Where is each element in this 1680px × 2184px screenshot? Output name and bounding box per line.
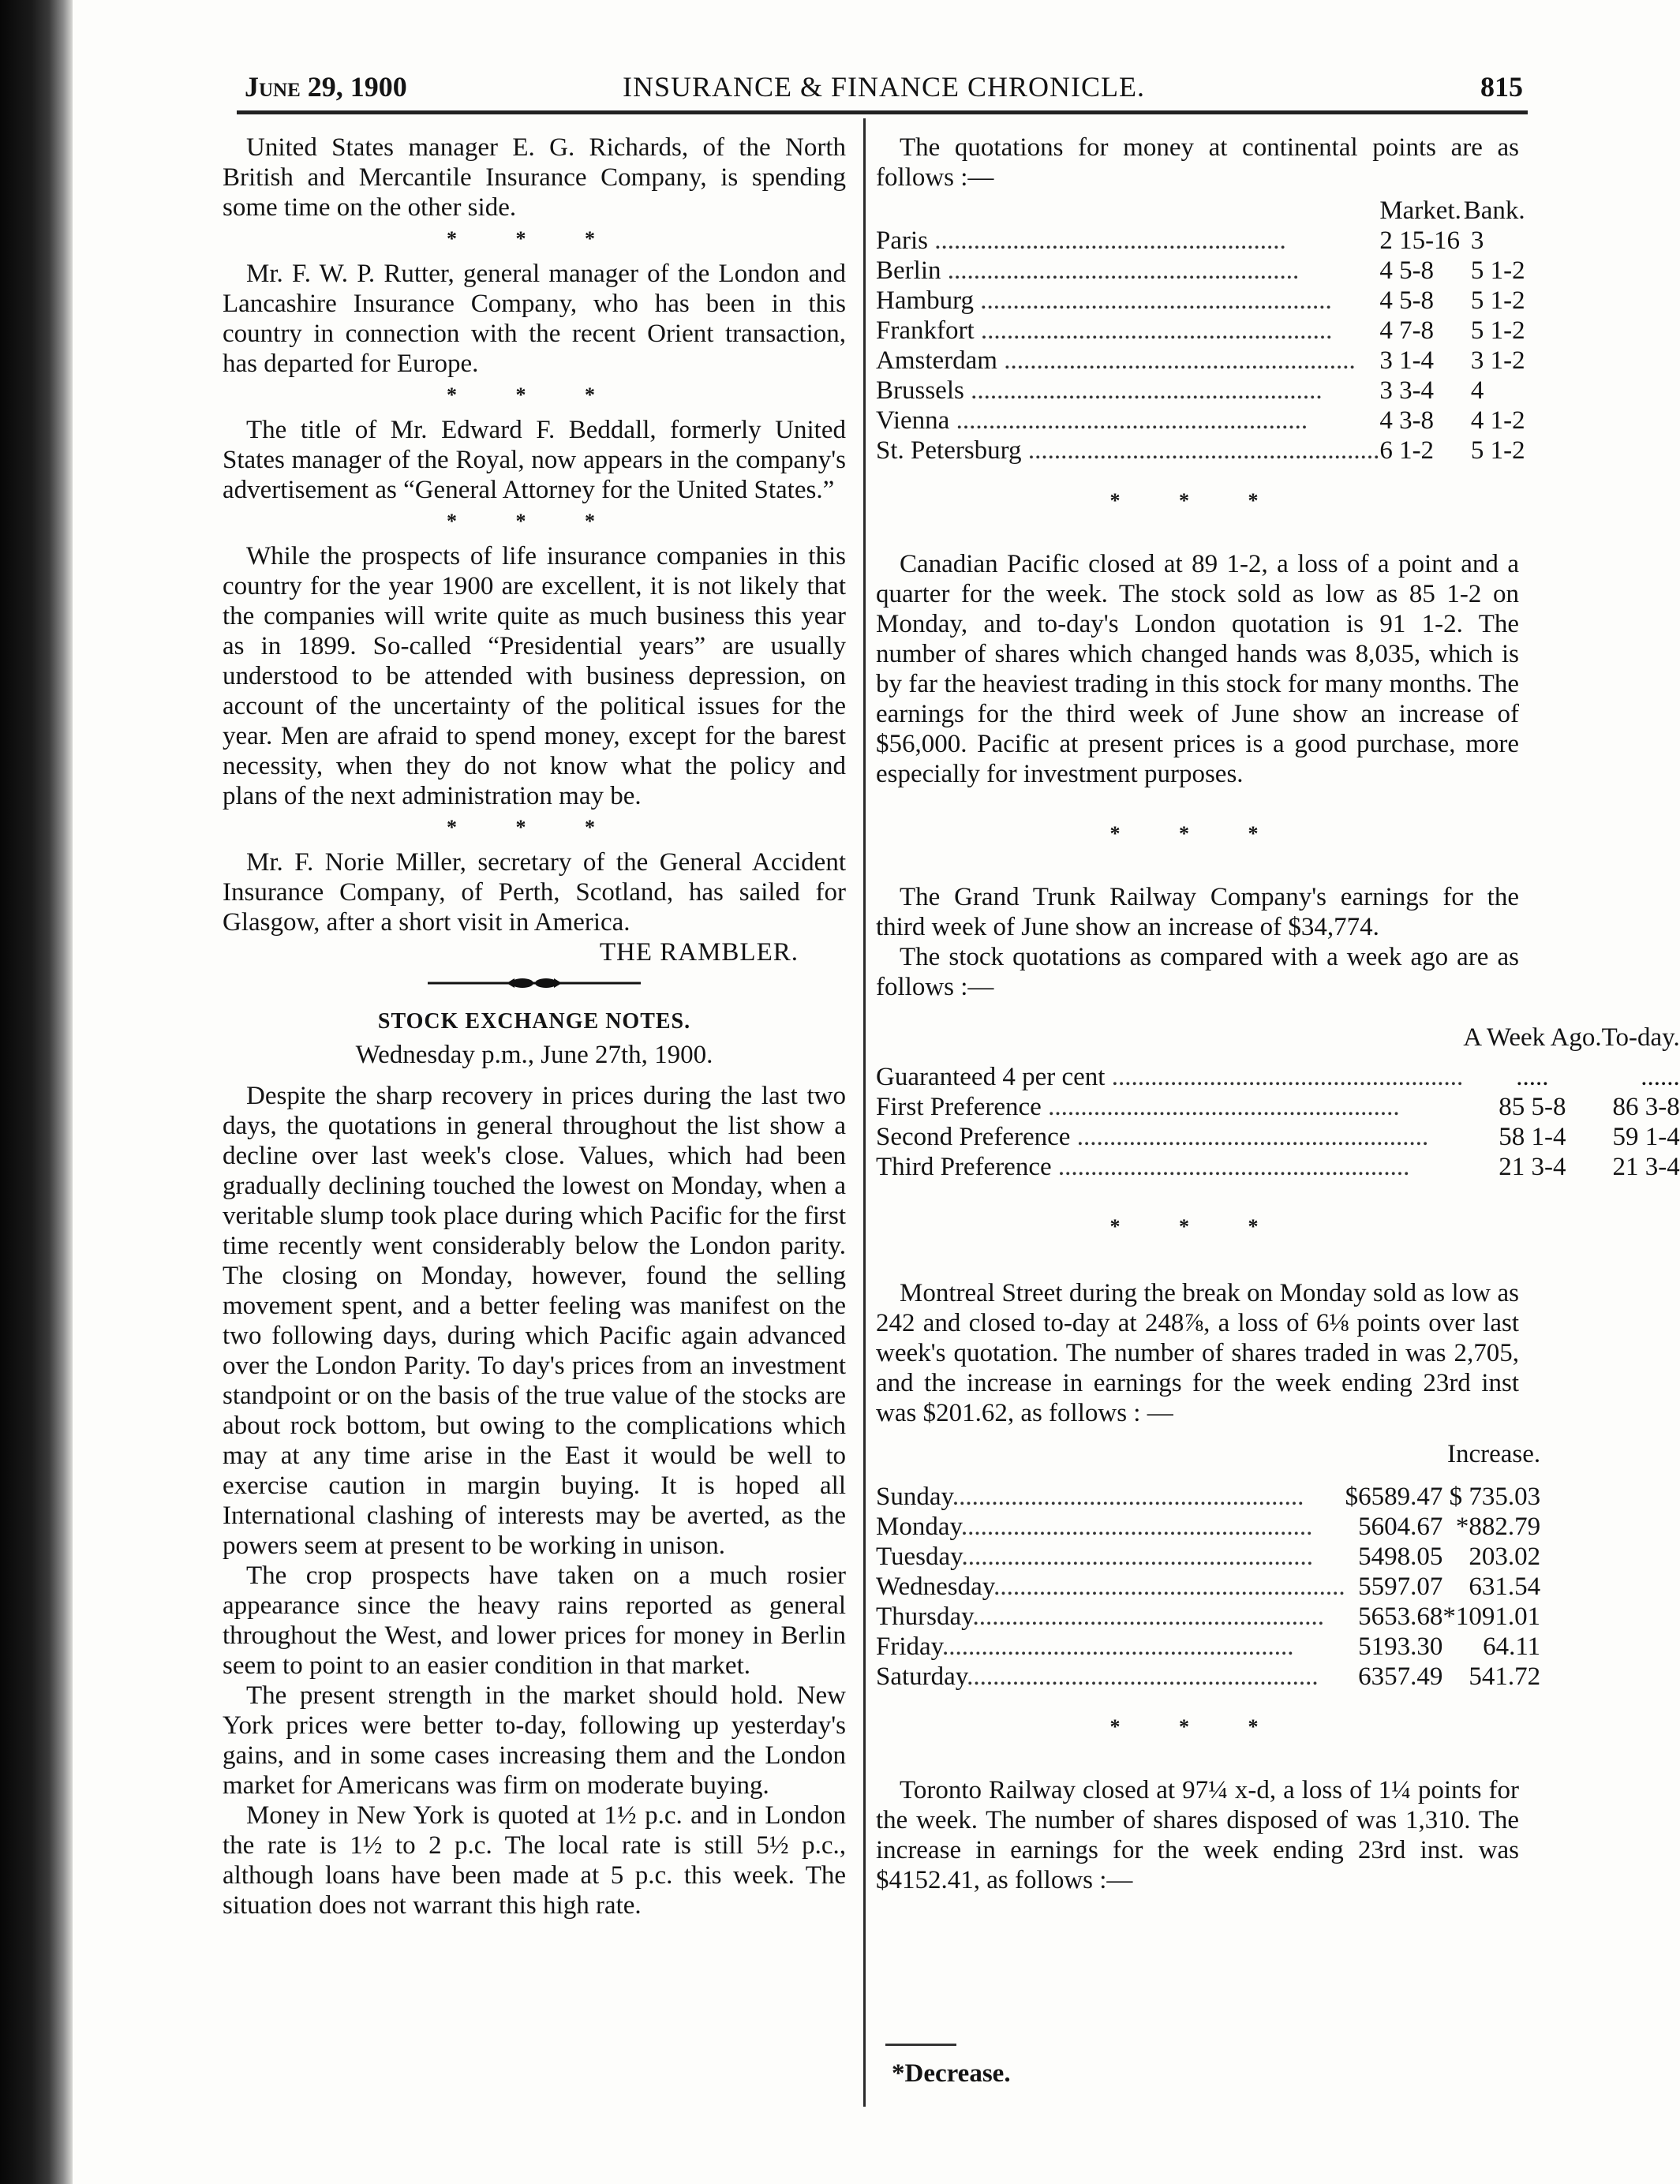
table-row: St. Petersburg ...................................................... 6 1-2 5 1-2 — [876, 436, 1525, 465]
week-ago-value: 85 5-8 — [1499, 1093, 1566, 1121]
stock-name: First Preference — [876, 1093, 1042, 1121]
city-name: St. Petersburg — [876, 436, 1022, 465]
separator-stars: * * * — [1109, 1215, 1285, 1238]
table-row: Sunday...................................................... $6589.47 $ 735.03 — [876, 1483, 1541, 1511]
market-rate: 6 1-2 — [1379, 436, 1435, 465]
bank-rate: 5 1-2 — [1470, 436, 1525, 465]
paragraph-money-rates: Money in New York is quoted at 1½ p.c. and in London the rate is 1½ to 2 p.c. The local rate is still 5½ p.c., although loans have been made at 5 p.c. this week. The situation does not warrant this high rate. — [223, 1801, 846, 1920]
column-header-increase: Increase. — [1446, 1440, 1541, 1468]
earnings-increase: *1091.01 — [1442, 1602, 1541, 1631]
paragraph-richards: United States manager E. G. Richards, of the North British and Mercantile Insurance Company, is spending some time on the other side. — [223, 133, 846, 222]
day-name: Wednesday — [876, 1573, 994, 1601]
separator-stars: * * * — [447, 227, 622, 250]
signature: THE RAMBLER. — [599, 938, 799, 967]
table-row: Amsterdam ...................................................... 3 1-4 3 1-2 — [876, 346, 1525, 375]
bank-rate: 3 1-2 — [1470, 346, 1525, 375]
dateline: Wednesday p.m., June 27th, 1900. — [355, 1041, 713, 1069]
week-ago-value: 58 1-4 — [1499, 1123, 1566, 1151]
table-header-row — [876, 1023, 1680, 1053]
right-column — [876, 133, 1680, 1895]
grand-trunk-table — [876, 1023, 1680, 1182]
paragraph-canadian-pacific: Canadian Pacific closed at 89 1-2, a loss of a point and a quarter for the week. The stock sold as low as 85 1-2 on Monday, and to-day's London quotation is 91 1-2. The number of shares which changed hands was 8,035, which is by far the heaviest trading in this stock for many months. The earnings for the third week of June show an increase of $56,000. Pacific at present prices is a good purchase, more especially for investment purposes. — [876, 550, 1519, 788]
separator-stars: * * * — [447, 510, 622, 533]
market-rate: 3 1-4 — [1379, 346, 1435, 375]
table-row: Paris ...................................................... 2 15-16 3 — [876, 226, 1525, 256]
table-row: Tuesday...................................................... 5498.05 203.02 — [876, 1543, 1541, 1571]
separator-stars: * * * — [1109, 489, 1285, 512]
market-rate: 4 5-8 — [1379, 286, 1435, 315]
table-row: Wednesday...................................................... 5597.07 631.54 — [876, 1573, 1541, 1601]
table-row: Vienna ...................................................... 4 3-8 4 1-2 — [876, 406, 1525, 435]
issue-date: June 29, 1900 — [245, 71, 407, 103]
paragraph-crop-prospects: The crop prospects have taken on a much rosier appearance since the heavy rains reported as general throughout the West, and lower prices for money in Berlin seem to point to an easier condition in that market. — [223, 1561, 846, 1680]
city-name: Paris — [876, 226, 928, 255]
table-row: Second Preference ...................................................... 58 1-4 59 1-4 — [876, 1123, 1680, 1151]
city-name: Hamburg — [876, 286, 975, 315]
day-name: Thursday — [876, 1602, 973, 1631]
city-name: Vienna — [876, 406, 950, 435]
today-value: 86 3-8 — [1612, 1093, 1680, 1121]
earnings-amount: 5604.67 — [1358, 1513, 1443, 1541]
table-row: First Preference ...................................................... 85 5-8 86 3-8 — [876, 1093, 1680, 1121]
earnings-increase: $ 735.03 — [1449, 1483, 1541, 1511]
market-rate: 4 3-8 — [1379, 406, 1435, 435]
column-header-market: Market. — [1379, 196, 1461, 225]
earnings-amount: 5498.05 — [1358, 1543, 1443, 1571]
today-value: ...... — [1641, 1063, 1680, 1091]
table-row: Friday...................................................... 5193.30 64.11 — [876, 1632, 1541, 1661]
table-row: Berlin ...................................................... 4 5-8 5 1-2 — [876, 256, 1525, 285]
left-column — [223, 133, 846, 1920]
paragraph-grand-trunk: The Grand Trunk Railway Company's earnings for the third week of June show an increase of $34,774. — [876, 883, 1519, 941]
table-row: Thursday...................................................... 5653.68 *1091.01 — [876, 1602, 1541, 1631]
ornament-divider — [223, 974, 846, 993]
today-value: 59 1-4 — [1612, 1123, 1680, 1151]
section-title: STOCK EXCHANGE NOTES. — [377, 1009, 691, 1034]
market-rate: 2 15-16 — [1379, 226, 1461, 255]
money-quotations-table — [876, 196, 1525, 466]
day-name: Sunday — [876, 1483, 952, 1511]
city-name: Amsterdam — [876, 346, 997, 375]
table-row: Hamburg ...................................................... 4 5-8 5 1-2 — [876, 286, 1525, 315]
day-name: Friday — [876, 1632, 943, 1661]
bank-rate: 3 — [1470, 226, 1484, 255]
day-name: Tuesday — [876, 1543, 962, 1571]
bank-rate: 4 — [1470, 376, 1484, 405]
earnings-amount: 5193.30 — [1358, 1632, 1443, 1661]
separator-stars: * * * — [1109, 822, 1285, 845]
bank-rate: 5 1-2 — [1470, 256, 1525, 285]
city-name: Brussels — [876, 376, 964, 405]
day-name: Monday — [876, 1513, 961, 1541]
day-name: Saturday — [876, 1662, 967, 1691]
paragraph-montreal-street: Montreal Street during the break on Monday sold as low as 242 and closed to-day at 248⅞, a loss of 6⅛ points over last week's quotation. The number of shares traded in was 2,705, and the increase in earnings for the week ending 23rd inst was $201.62, as follows : — — [876, 1279, 1519, 1427]
week-ago-value: 21 3-4 — [1499, 1153, 1566, 1181]
earnings-amount: 5597.07 — [1358, 1573, 1443, 1601]
book-binding-edge — [0, 0, 73, 2184]
header-rule — [237, 110, 1528, 114]
page-number: 815 — [1480, 71, 1523, 103]
column-divider — [863, 118, 866, 2107]
market-rate: 4 5-8 — [1379, 256, 1435, 285]
bank-rate: 5 1-2 — [1470, 286, 1525, 315]
money-quotations-intro: The quotations for money at continental points are as follows :— — [876, 133, 1519, 192]
stock-name: Guaranteed 4 per cent — [876, 1063, 1106, 1091]
table-row: Monday...................................................... 5604.67 *882.79 — [876, 1513, 1541, 1541]
separator-stars: * * * — [447, 383, 622, 406]
earnings-amount: $6589.47 — [1345, 1483, 1443, 1511]
paragraph-market-decline: Despite the sharp recovery in prices during the last two days, the quotations in general throughout the list show a decline over last week's close. Values, which had been gradually declining touched the lowest on Monday, when a veritable slump took place during which Pacific for the first time recently went considerably below the London parity. The closing on Monday, however, found the selling movement spent, and a better feeling was manifest on the two following days, during which Pacific again advanced over the London Parity. To day's prices from an investment standpoint or on the basis of the true value of the stocks are about rock bottom, but owing to the complications which may at any time arise in the East it would be well to exercise caution in margin buying. It is hoped all International clashing of interests may be averted, as the powers seem at present to be working in unison. — [223, 1082, 846, 1560]
column-header-bank: Bank. — [1463, 196, 1525, 225]
earnings-increase: 541.72 — [1469, 1662, 1541, 1691]
city-name: Berlin — [876, 256, 941, 285]
city-name: Frankfort — [876, 316, 975, 345]
earnings-amount: 5653.68 — [1358, 1602, 1443, 1631]
column-header-week-ago: A Week Ago. — [1463, 1023, 1602, 1052]
publication-title: INSURANCE & FINANCE CHRONICLE. — [622, 71, 1146, 103]
table-row: Saturday...................................................... 6357.49 541.72 — [876, 1662, 1541, 1691]
earnings-increase: 64.11 — [1483, 1632, 1541, 1661]
market-rate: 3 3-4 — [1379, 376, 1435, 405]
paragraph-miller: Mr. F. Norie Miller, secretary of the General Accident Insurance Company, of Perth, Scotland, has sailed for Glasgow, after a short visit in America. — [223, 848, 846, 937]
separator-stars: * * * — [447, 816, 622, 839]
stock-name: Third Preference — [876, 1153, 1052, 1181]
separator-stars: * * * — [1109, 1715, 1285, 1738]
bank-rate: 4 1-2 — [1470, 406, 1525, 435]
week-ago-value: ..... — [1516, 1063, 1549, 1091]
bank-rate: 5 1-2 — [1470, 316, 1525, 345]
montreal-street-earnings-table — [876, 1439, 1540, 1692]
grand-trunk-quotations-intro: The stock quotations as compared with a week ago are as follows :— — [876, 943, 1519, 1001]
footnote-decrease: *Decrease. — [892, 2059, 1011, 2088]
earnings-increase: 203.02 — [1469, 1543, 1541, 1571]
table-row: Frankfort ...................................................... 4 7-8 5 1-2 — [876, 316, 1525, 345]
stock-name: Second Preference — [876, 1123, 1071, 1151]
column-header-today: To-day. — [1601, 1023, 1680, 1052]
table-row: Guaranteed 4 per cent ...................................................... ..... ...... — [876, 1063, 1680, 1091]
earnings-increase: 631.54 — [1469, 1573, 1541, 1601]
paragraph-rutter: Mr. F. W. P. Rutter, general manager of the London and Lancashire Insurance Company, who has been in this country in connection with the recent Orient transaction, has departed for Europe. — [223, 260, 846, 378]
table-row: Third Preference ...................................................... 21 3-4 21 3-4 — [876, 1153, 1680, 1181]
paragraph-beddall: The title of Mr. Edward F. Beddall, formerly United States manager of the Royal, now appears in the company's advertisement as “General Attorney for the United States.” — [223, 416, 846, 504]
today-value: 21 3-4 — [1612, 1153, 1680, 1181]
ornament-rule-icon — [428, 974, 641, 993]
paragraph-life-insurance: While the prospects of life insurance companies in this country for the year 1900 are excellent, it is not likely that the companies will write quite as much business this year as in 1899. So-called “Presidential years” are usually understood to be attended with business depression, on account of the uncertainty of the political issues for the year. Men are afraid to spend money, except for the barest necessity, when they do not know what the policy and plans of the next administration may be. — [223, 542, 846, 810]
market-rate: 4 7-8 — [1379, 316, 1435, 345]
table-header-row — [876, 1439, 1540, 1469]
table-header-row — [876, 196, 1525, 226]
table-row: Brussels ...................................................... 3 3-4 4 — [876, 376, 1525, 406]
paragraph-market-strength: The present strength in the market should hold. New York prices were better to-day, following up yesterday's gains, and in some cases increasing them and the London market for Americans was firm on moderate buying. — [223, 1681, 846, 1800]
earnings-amount: 6357.49 — [1358, 1662, 1443, 1691]
paragraph-toronto-railway: Toronto Railway closed at 97¼ x-d, a loss of 1¼ points for the week. The number of shares disposed of was 1,310. The increase in earnings for the week ending 23rd inst. was $4152.41, as follows :— — [876, 1776, 1519, 1894]
footnote-rule — [885, 2044, 956, 2046]
earnings-increase: *882.79 — [1455, 1513, 1541, 1541]
page-header — [245, 65, 1523, 109]
